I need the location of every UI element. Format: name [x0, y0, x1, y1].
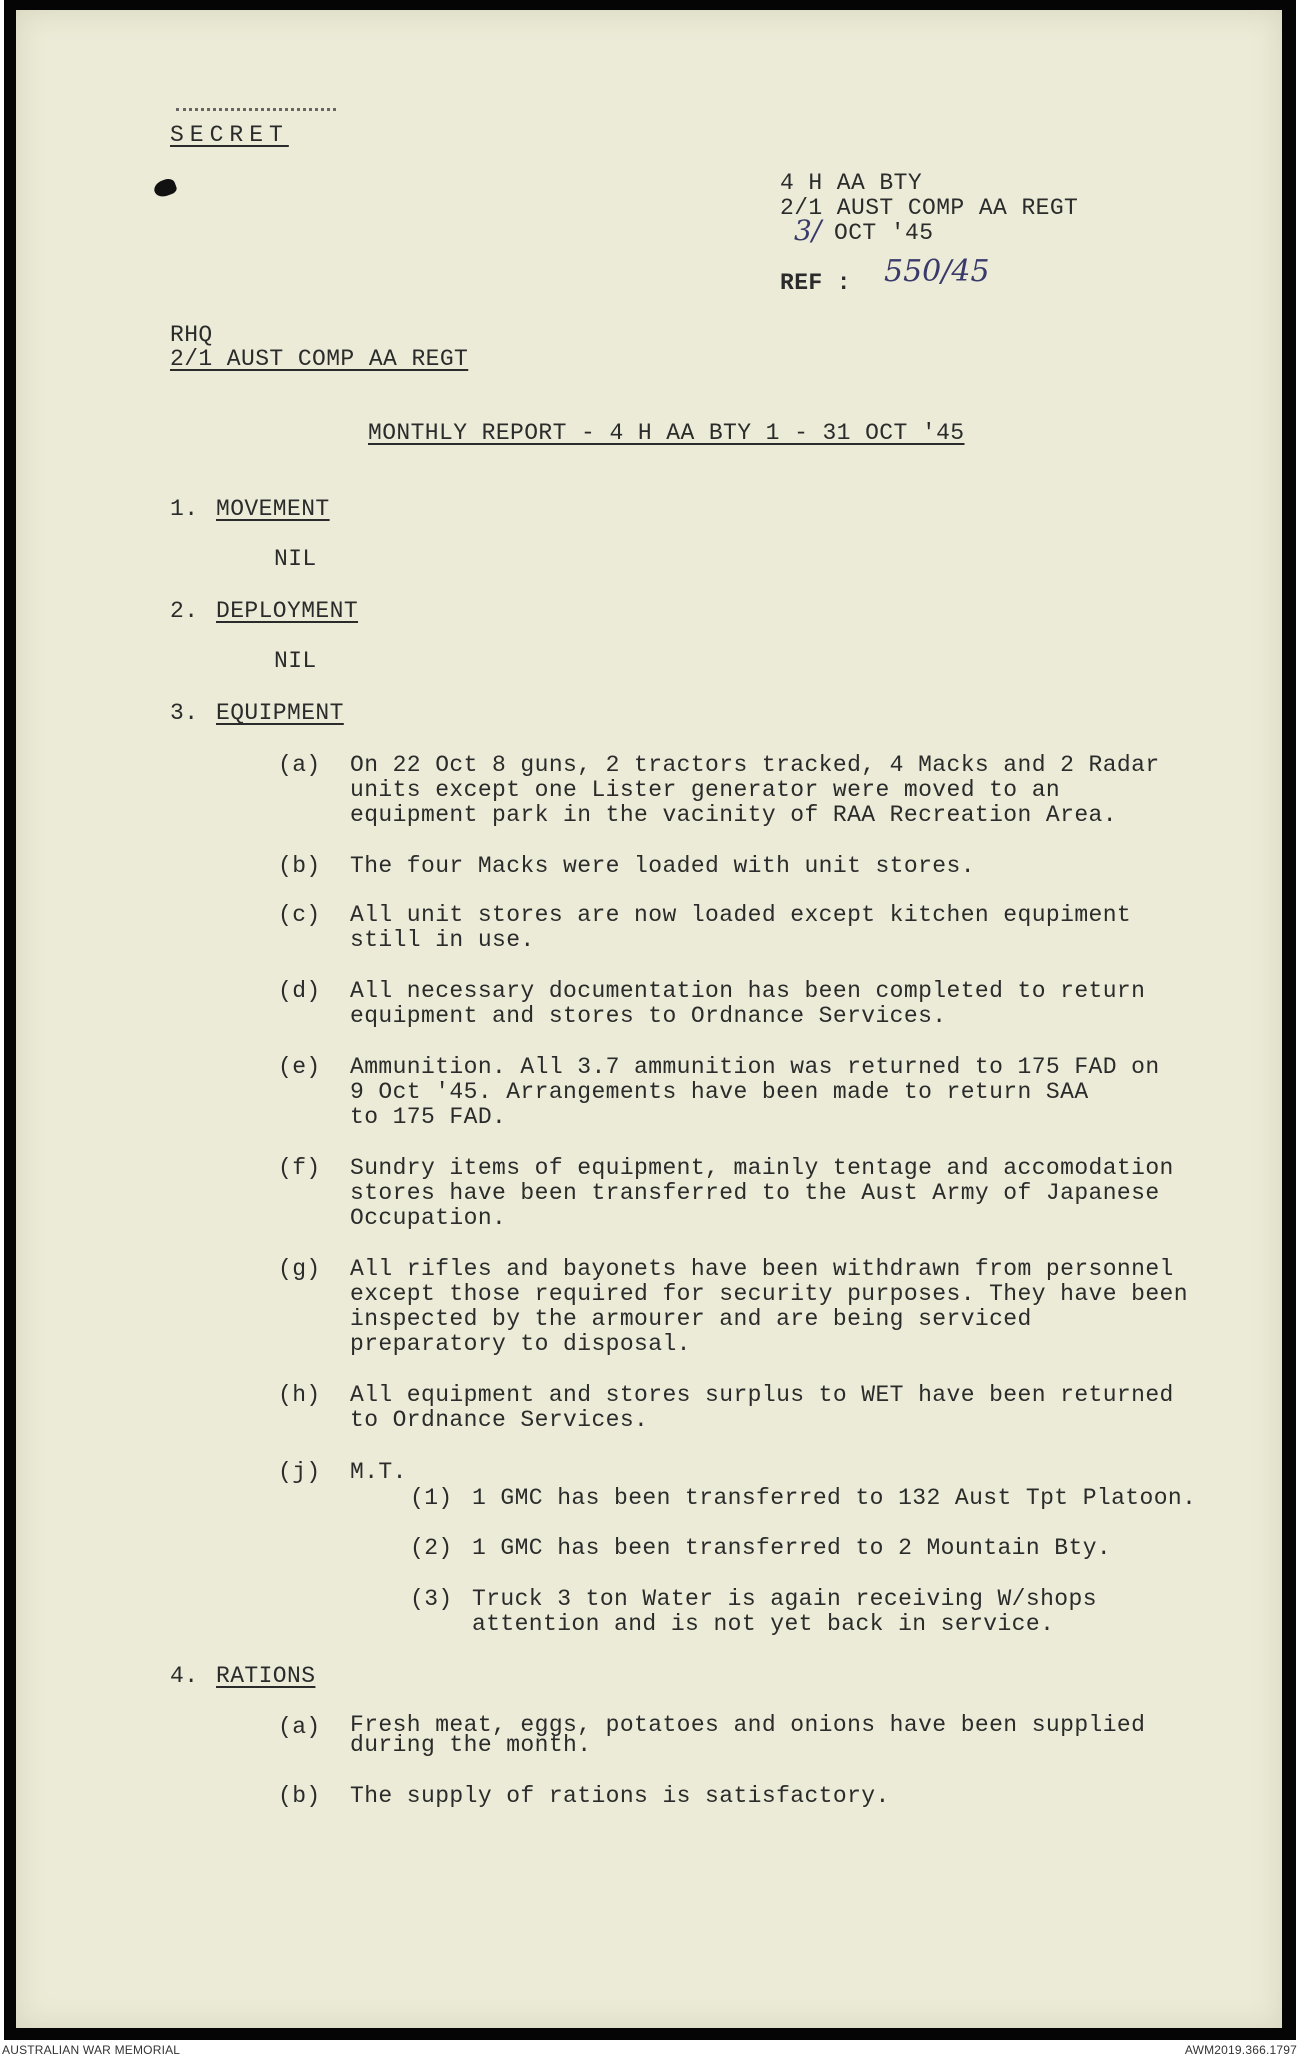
item-3f-label: (f) [278, 1155, 321, 1181]
classification-marking: SECRET [170, 122, 289, 148]
handwritten-ref-number: 550/45 [884, 254, 990, 289]
footer-institution: AUSTRALIAN WAR MEMORIAL [2, 2043, 181, 2057]
item-3d-line1: All necessary documentation has been completed to return [350, 978, 1146, 1004]
item-4a-line2: during the month. [350, 1732, 592, 1758]
item-3g-line4: preparatory to disposal. [350, 1331, 691, 1357]
section-1-heading: MOVEMENT [216, 496, 330, 522]
section-4-heading: RATIONS [216, 1663, 316, 1689]
item-3j3-line1: Truck 3 ton Water is again receiving W/shops [472, 1586, 1097, 1612]
footer-accession-number: AWM2019.366.1797 [1184, 2043, 1297, 2057]
sender-regiment: 2/1 AUST COMP AA REGT [780, 195, 1079, 221]
sender-date: OCT '45 [834, 220, 934, 246]
item-3g-line2: except those required for security purposes. They have been [350, 1281, 1188, 1307]
sender-unit: 4 H AA BTY [780, 170, 923, 196]
document-scan-border [4, 0, 1296, 2040]
item-4b-label: (b) [278, 1783, 321, 1809]
section-1-number: 1. [170, 496, 199, 522]
item-3j3-label: (3) [410, 1586, 453, 1612]
item-3c-line1: All unit stores are now loaded except kitchen equpiment [350, 902, 1132, 928]
item-3a-label: (a) [278, 752, 321, 778]
item-4a-label: (a) [278, 1714, 321, 1740]
item-3b-label: (b) [278, 853, 321, 879]
item-3h-line1: All equipment and stores surplus to WET have been returned [350, 1382, 1174, 1408]
section-3-number: 3. [170, 700, 199, 726]
item-3j-heading: M.T. [350, 1459, 407, 1485]
item-3e-label: (e) [278, 1054, 321, 1080]
item-3h-label: (h) [278, 1382, 321, 1408]
item-3j-label: (j) [278, 1459, 321, 1485]
item-3j2-label: (2) [410, 1535, 453, 1561]
recipient-rhq: RHQ [170, 322, 213, 348]
dotted-mark [176, 108, 336, 114]
item-3j2-line1: 1 GMC has been transferred to 2 Mountain Bty. [472, 1535, 1112, 1561]
report-title: MONTHLY REPORT - 4 H AA BTY 1 - 31 OCT '45 [368, 420, 965, 446]
item-3c-label: (c) [278, 902, 321, 928]
item-3j1-line1: 1 GMC has been transferred to 132 Aust Tpt Platoon. [472, 1485, 1197, 1511]
ink-blot [152, 177, 178, 200]
item-3a-line1: On 22 Oct 8 guns, 2 tractors tracked, 4 Macks and 2 Radar [350, 752, 1160, 778]
item-3f-line1: Sundry items of equipment, mainly tentage and accomodation [350, 1155, 1174, 1181]
handwritten-date-day: 3/ [794, 214, 822, 247]
section-4-number: 4. [170, 1663, 199, 1689]
item-3e-line1: Ammunition. All 3.7 ammunition was returned to 175 FAD on [350, 1054, 1160, 1080]
item-3j1-label: (1) [410, 1485, 453, 1511]
item-3e-line3: to 175 FAD. [350, 1104, 507, 1130]
item-3a-line2: units except one Lister generator were moved to an [350, 777, 1061, 803]
item-3d-label: (d) [278, 978, 321, 1004]
section-2-body: NIL [274, 648, 317, 674]
item-3b-line1: The four Macks were loaded with unit stores. [350, 853, 975, 879]
item-3f-line3: Occupation. [350, 1205, 507, 1231]
section-3-heading: EQUIPMENT [216, 700, 344, 726]
document-paper [16, 10, 1282, 2028]
item-3j3-line2: attention and is not yet back in service. [472, 1611, 1055, 1637]
item-4b-line1: The supply of rations is satisfactory. [350, 1783, 890, 1809]
item-3d-line2: equipment and stores to Ordnance Services. [350, 1003, 947, 1029]
item-3g-line3: inspected by the armourer and are being serviced [350, 1306, 1032, 1332]
item-3h-line2: to Ordnance Services. [350, 1407, 649, 1433]
item-4a-line1: Fresh meat, eggs, potatoes and onions have been supplied [350, 1712, 1146, 1738]
section-1-body: NIL [274, 546, 317, 572]
section-2-number: 2. [170, 598, 199, 624]
section-2-heading: DEPLOYMENT [216, 598, 359, 624]
item-3a-line3: equipment park in the vacinity of RAA Recreation Area. [350, 802, 1117, 828]
item-3f-line2: stores have been transferred to the Aust Army of Japanese [350, 1180, 1160, 1206]
recipient-regiment: 2/1 AUST COMP AA REGT [170, 346, 469, 372]
item-3g-line1: All rifles and bayonets have been withdrawn from personnel [350, 1256, 1174, 1282]
item-3c-line2: still in use. [350, 927, 535, 953]
ref-label: REF : [780, 270, 852, 296]
item-3g-label: (g) [278, 1256, 321, 1282]
item-3e-line2: 9 Oct '45. Arrangements have been made to return SAA [350, 1079, 1089, 1105]
